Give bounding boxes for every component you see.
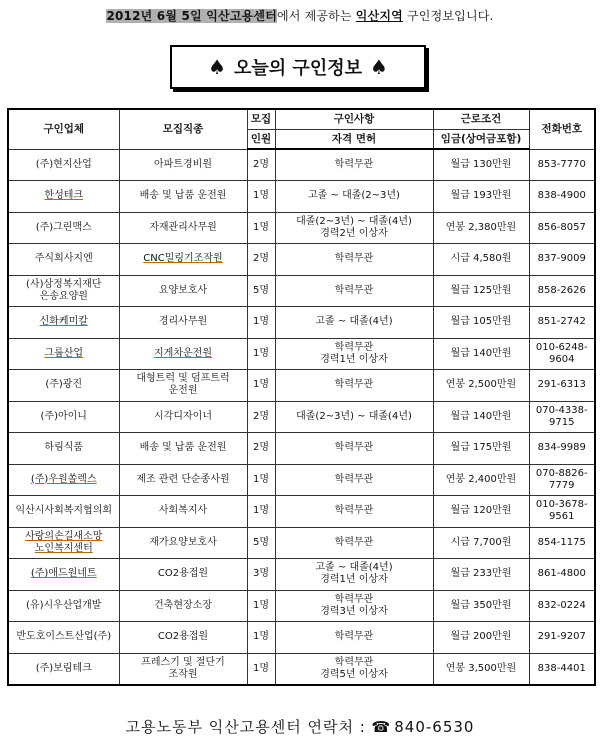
cell-phone-text: 853-7770: [537, 158, 586, 170]
cell-count-text: 1명: [252, 316, 270, 328]
cell-job: [119, 622, 247, 654]
cell-job: [119, 244, 247, 276]
cell-requirements-text: 고졸 ~ 대졸(4년): [315, 316, 393, 328]
cell-count: [247, 559, 275, 591]
cell-phone: [529, 590, 595, 622]
table-row: [8, 496, 595, 528]
cell-wage: [433, 622, 529, 654]
cell-job-text: 대형트럭 및 덤프트럭: [136, 373, 230, 385]
table-row: [8, 370, 595, 402]
cell-count-text: 1명: [252, 599, 270, 611]
cell-job: [119, 212, 247, 244]
cell-wage-text: 월급 105만원: [450, 316, 512, 328]
cell-job: [119, 464, 247, 496]
cell-company: [8, 244, 119, 276]
cell-count: [247, 464, 275, 496]
cell-phone: [529, 559, 595, 591]
cell-company: [8, 653, 119, 685]
header-region: 익산지역: [355, 9, 403, 23]
cell-phone-text: 838-4401: [537, 662, 586, 674]
table-row: [8, 149, 595, 181]
cell-company: [8, 559, 119, 591]
cell-company: [8, 401, 119, 433]
cell-count-text: 1명: [252, 221, 270, 233]
cell-count: [247, 275, 275, 307]
cell-job-text: 사회복지사: [158, 505, 208, 517]
cell-count-text: 3명: [252, 568, 270, 580]
table-row: [8, 433, 595, 465]
header-phone: 전화번호: [529, 109, 595, 149]
cell-requirements: [275, 622, 433, 654]
table-row: [8, 590, 595, 622]
cell-job-text: 운전원: [168, 385, 198, 397]
cell-phone: [529, 338, 595, 370]
table-row: [8, 244, 595, 276]
cell-wage-text: 월급 233만원: [450, 568, 512, 580]
cell-wage: [433, 212, 529, 244]
cell-requirements: [275, 244, 433, 276]
cell-wage-text: 월급 140만원: [450, 410, 512, 422]
cell-requirements-text: 학력무관: [334, 379, 374, 391]
cell-phone-text: 851-2742: [537, 316, 586, 328]
cell-wage-text: 시급 7,700원: [450, 536, 512, 548]
cell-company-text: (주)현지산업: [35, 158, 92, 170]
header-line: [0, 7, 600, 24]
cell-count-text: 1명: [252, 631, 270, 643]
cell-company-text: 사랑의손길새소망: [25, 530, 103, 542]
cell-requirements: [275, 149, 433, 181]
cell-company-text: (주)광진: [45, 379, 83, 391]
cell-requirements-text: 경력5년 이상자: [320, 668, 388, 680]
cell-count-text: 5명: [252, 536, 270, 548]
cell-phone-text: 832-0224: [537, 599, 586, 611]
cell-count: [247, 370, 275, 402]
cell-count: [247, 496, 275, 528]
cell-job-text: 자재관리사무원: [149, 221, 217, 233]
cell-requirements-text: 학력무관: [334, 593, 374, 605]
cell-requirements: [275, 212, 433, 244]
cell-count: [247, 590, 275, 622]
cell-phone: [529, 527, 595, 559]
cell-phone: [529, 212, 595, 244]
cell-job-text: CO2용접원: [157, 568, 209, 580]
cell-wage-text: 월급 175만원: [450, 442, 512, 454]
table-row: [8, 275, 595, 307]
cell-wage: [433, 496, 529, 528]
cell-company-text: (주)그린맥스: [35, 221, 92, 233]
cell-requirements-text: 학력무관: [334, 284, 374, 296]
cell-job-text: 조작원: [168, 668, 198, 680]
cell-requirements: [275, 527, 433, 559]
cell-requirements: [275, 401, 433, 433]
cell-company: [8, 464, 119, 496]
cell-company: [8, 433, 119, 465]
cell-job: [119, 338, 247, 370]
cell-count-text: 1명: [252, 347, 270, 359]
cell-wage-text: 연봉 2,500만원: [445, 379, 517, 391]
table-row: [8, 338, 595, 370]
cell-company: [8, 181, 119, 213]
cell-wage: [433, 149, 529, 181]
cell-phone-text: 834-9989: [537, 442, 586, 454]
table-row: [8, 527, 595, 559]
cell-phone: [529, 307, 595, 339]
cell-requirements-text: 경력3년 이상자: [320, 605, 388, 617]
cell-wage: [433, 433, 529, 465]
cell-requirements-text: 대졸(2~3년) ~ 대졸(4년): [296, 410, 412, 422]
cell-requirements-text: 학력무관: [334, 631, 374, 643]
cell-company-text: (주)애드원네트: [30, 568, 97, 580]
cell-company-text: (유)시우산업개발: [26, 599, 102, 611]
cell-job-text: 건축현장소장: [154, 599, 212, 611]
cell-wage-text: 월급 200만원: [450, 631, 512, 643]
cell-wage-text: 월급 193만원: [450, 190, 512, 202]
table-row: [8, 212, 595, 244]
cell-job-text: 시각디자이너: [154, 410, 212, 422]
cell-count: [247, 338, 275, 370]
table-row: [8, 181, 595, 213]
cell-company: [8, 275, 119, 307]
cell-requirements: [275, 496, 433, 528]
cell-job: [119, 307, 247, 339]
cell-phone-text: 070-8826-7779: [535, 467, 588, 491]
cell-phone-text: 854-1175: [537, 536, 586, 548]
cell-phone: [529, 433, 595, 465]
cell-wage: [433, 464, 529, 496]
cell-requirements-text: 학력무관: [334, 473, 374, 485]
header-text-1: 에서 제공하는: [277, 9, 356, 23]
cell-count-text: 2명: [252, 253, 270, 265]
table-row: [8, 307, 595, 339]
spade-icon: ♠: [369, 55, 388, 79]
cell-phone: [529, 464, 595, 496]
cell-wage-text: 월급 125만원: [450, 284, 512, 296]
cell-count: [247, 653, 275, 685]
header-count-bottom: 인원: [247, 129, 275, 149]
header-conditions-bottom: 임금(상여금포함): [433, 129, 529, 149]
cell-requirements-text: 경력1년 이상자: [320, 353, 388, 365]
cell-job: [119, 149, 247, 181]
cell-requirements-text: 학력무관: [334, 253, 374, 265]
cell-count: [247, 181, 275, 213]
table-row: [8, 401, 595, 433]
spade-icon: ♠: [208, 55, 226, 79]
cell-job: [119, 527, 247, 559]
cell-wage: [433, 653, 529, 685]
footer-phone: 840-6530: [394, 718, 475, 736]
cell-company-text: (사)삼정복지재단: [26, 278, 102, 290]
cell-count: [247, 212, 275, 244]
cell-job: [119, 433, 247, 465]
header-count-top: 모집: [247, 109, 275, 129]
cell-job-text: CO2용접원: [157, 631, 209, 643]
cell-requirements: [275, 307, 433, 339]
cell-phone-text: 291-6313: [537, 379, 586, 391]
cell-wage: [433, 527, 529, 559]
cell-count: [247, 244, 275, 276]
cell-requirements-text: 학력무관: [334, 442, 374, 454]
cell-requirements-text: 고졸 ~ 대졸(4년): [315, 562, 393, 574]
cell-job: [119, 370, 247, 402]
header-conditions-top: 근로조건: [433, 109, 529, 129]
cell-wage-text: 연봉 2,380만원: [445, 221, 517, 233]
cell-requirements: [275, 464, 433, 496]
cell-requirements-text: 고졸 ~ 대졸(2~3년): [308, 190, 400, 202]
cell-phone-text: 010-6248-9604: [535, 341, 588, 365]
cell-wage-text: 월급 130만원: [450, 159, 512, 170]
cell-count-text: 2명: [252, 159, 270, 170]
cell-phone: [529, 181, 595, 213]
cell-company: [8, 527, 119, 559]
cell-job-text: 배송 및 납품 운전원: [139, 190, 227, 202]
cell-company-text: 하림식품: [44, 442, 84, 454]
cell-count-text: 1명: [252, 190, 270, 202]
cell-job-text: 지게차운전원: [154, 347, 212, 359]
cell-company: [8, 622, 119, 654]
cell-job-text: 재가요양보호사: [149, 536, 217, 548]
cell-company-text: 그룹산업: [44, 347, 84, 359]
cell-company: [8, 307, 119, 339]
cell-phone-text: 010-3678-9561: [535, 499, 588, 523]
cell-requirements-text: 경력2년 이상자: [320, 227, 388, 239]
cell-phone: [529, 244, 595, 276]
cell-count-text: 1명: [252, 662, 270, 674]
cell-requirements: [275, 370, 433, 402]
header-requirements-bottom: 자격 면허: [275, 129, 433, 149]
cell-wage: [433, 338, 529, 370]
cell-job: [119, 401, 247, 433]
cell-wage: [433, 590, 529, 622]
cell-company-text: 익산시사회복지협의회: [15, 505, 113, 517]
cell-count: [247, 307, 275, 339]
title-box: [170, 45, 426, 89]
cell-job-text: CNC밀링기조작원: [143, 253, 223, 265]
cell-wage: [433, 181, 529, 213]
cell-company-text: 신화케미칼: [39, 316, 88, 328]
cell-phone-text: 837-9009: [537, 253, 586, 265]
cell-requirements-text: 학력무관: [334, 505, 374, 517]
cell-requirements-text: 학력무관: [334, 536, 374, 548]
cell-phone-text: 291-9207: [537, 631, 586, 643]
cell-job-text: 제조 관련 단순종사원: [136, 473, 230, 485]
cell-count-text: 1명: [252, 473, 270, 485]
cell-wage: [433, 275, 529, 307]
cell-wage-text: 월급 350만원: [450, 599, 512, 611]
cell-requirements-text: 학력무관: [334, 341, 374, 353]
cell-company-text: 노인복지센터: [34, 542, 93, 554]
cell-company-text: (주)우원쏠렉스: [30, 473, 97, 485]
cell-count-text: 1명: [252, 505, 270, 517]
cell-wage: [433, 401, 529, 433]
cell-company-text: 주식회사지엔: [34, 253, 93, 265]
cell-phone-text: 838-4900: [537, 190, 586, 202]
cell-wage: [433, 307, 529, 339]
cell-company-text: 은송요양원: [39, 290, 88, 302]
cell-job-text: 아파트경비원: [154, 158, 212, 170]
cell-count: [247, 622, 275, 654]
table-row: [8, 464, 595, 496]
cell-requirements-text: 학력무관: [334, 656, 374, 668]
cell-job: [119, 496, 247, 528]
table-row: [8, 653, 595, 685]
cell-wage-text: 연봉 3,500만원: [445, 662, 517, 674]
cell-wage: [433, 370, 529, 402]
cell-job: [119, 653, 247, 685]
cell-requirements-text: 경력1년 이상자: [320, 574, 388, 586]
cell-company: [8, 338, 119, 370]
cell-company-text: (주)보림테크: [35, 662, 92, 674]
cell-phone: [529, 622, 595, 654]
cell-phone: [529, 275, 595, 307]
cell-phone: [529, 496, 595, 528]
cell-wage: [433, 559, 529, 591]
cell-job: [119, 275, 247, 307]
cell-count-text: 5명: [252, 284, 270, 296]
cell-count: [247, 433, 275, 465]
cell-company-text: 반도호이스트산업(주): [16, 631, 112, 643]
footer-text: 고용노동부 익산고용센터 연락처 :: [125, 718, 372, 736]
cell-requirements: [275, 590, 433, 622]
cell-wage-text: 연봉 2,400만원: [445, 473, 517, 485]
cell-requirements: [275, 181, 433, 213]
cell-phone: [529, 149, 595, 181]
cell-count-text: 2명: [252, 410, 270, 422]
cell-count-text: 2명: [252, 442, 270, 454]
cell-requirements: [275, 653, 433, 685]
header-company: 구인업체: [8, 109, 119, 149]
cell-job-text: 요양보호사: [158, 284, 208, 296]
cell-requirements-text: 학력무관: [334, 159, 374, 170]
cell-phone: [529, 401, 595, 433]
cell-job: [119, 559, 247, 591]
footer-contact: [0, 716, 600, 737]
cell-company: [8, 496, 119, 528]
cell-count: [247, 149, 275, 181]
cell-company-text: (주)아이니: [40, 410, 87, 422]
cell-phone-text: 858-2626: [537, 284, 586, 296]
header-job: 모집직종: [119, 109, 247, 149]
header-text-2: 구인정보입니다.: [402, 9, 494, 23]
phone-icon: ☎: [371, 718, 392, 736]
cell-requirements: [275, 559, 433, 591]
cell-phone-text: 070-4338-9715: [535, 404, 588, 428]
cell-company: [8, 590, 119, 622]
cell-wage-text: 월급 120만원: [450, 505, 512, 517]
cell-requirements: [275, 338, 433, 370]
cell-company-text: 한성테크: [44, 190, 84, 202]
table-row: [8, 622, 595, 654]
header-requirements-top: 구인사항: [275, 109, 433, 129]
cell-wage: [433, 244, 529, 276]
cell-phone-text: 856-8057: [537, 221, 586, 233]
cell-company: [8, 149, 119, 181]
cell-phone: [529, 653, 595, 685]
cell-company: [8, 212, 119, 244]
cell-requirements-text: 대졸(2~3년) ~ 대졸(4년): [296, 215, 412, 227]
cell-job-text: 배송 및 납품 운전원: [139, 442, 227, 454]
cell-job: [119, 590, 247, 622]
cell-phone-text: 861-4800: [537, 568, 586, 580]
page-title: 오늘의 구인정보: [234, 58, 362, 79]
job-table: [7, 108, 596, 686]
cell-wage-text: 월급 140만원: [450, 347, 512, 359]
cell-wage-text: 시급 4,580원: [450, 253, 512, 265]
cell-phone: [529, 370, 595, 402]
header-date-center: 2012년 6월 5일 익산고용센터: [106, 9, 277, 23]
cell-job-text: 경리사무원: [158, 316, 208, 328]
cell-count: [247, 527, 275, 559]
table-row: [8, 559, 595, 591]
cell-job-text: 프레스기 및 절단기: [141, 656, 225, 668]
cell-job: [119, 181, 247, 213]
cell-requirements: [275, 433, 433, 465]
cell-requirements: [275, 275, 433, 307]
cell-count: [247, 401, 275, 433]
cell-company: [8, 370, 119, 402]
cell-count-text: 1명: [252, 379, 270, 391]
